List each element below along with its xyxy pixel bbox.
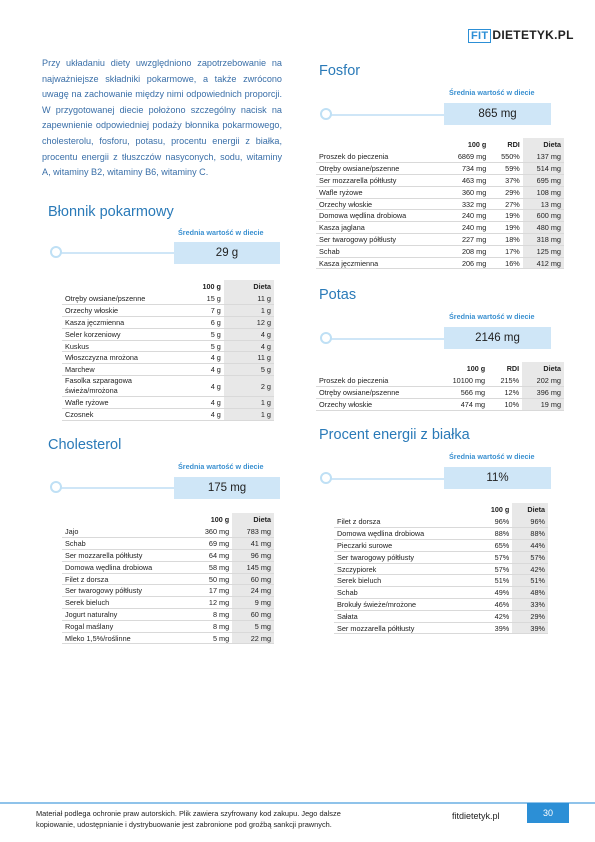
value-cell: 18% <box>489 234 523 246</box>
value-cell: 60 mg <box>232 573 274 585</box>
food-name-cell: Wafle ryżowe <box>62 397 172 409</box>
value-cell: 2 g <box>224 376 274 397</box>
table-row <box>316 399 564 411</box>
value-cell: 39% <box>512 622 548 634</box>
food-name-cell: Serek bieluch <box>334 575 475 587</box>
potassium-table <box>316 362 564 411</box>
value-cell: 4 g <box>172 376 224 397</box>
avg-label: Średnia wartość w diecie <box>449 88 535 97</box>
value-cell: 4 g <box>172 397 224 409</box>
table-row <box>62 317 274 329</box>
value-cell: 44% <box>512 540 548 552</box>
value-cell: 17% <box>489 245 523 257</box>
value-cell: 41 mg <box>232 538 274 550</box>
header-blank <box>62 280 172 293</box>
value-cell: 51% <box>475 575 512 587</box>
value-cell: 4 g <box>172 364 224 376</box>
food-name-cell: Filet z dorsza <box>334 516 475 528</box>
food-name-cell: Ser twarogowy półtłusty <box>316 234 443 246</box>
value-cell: 474 mg <box>435 399 488 411</box>
table-row <box>62 293 274 305</box>
logo-fit: FIT <box>468 29 491 43</box>
table-row <box>316 387 564 399</box>
food-name-cell: Orzechy włoskie <box>316 198 443 210</box>
value-cell: 5 g <box>172 340 224 352</box>
value-cell: 145 mg <box>232 561 274 573</box>
section-title: Cholesterol <box>48 437 122 453</box>
avg-value-box: 175 mg <box>174 477 280 499</box>
value-cell: 5 g <box>172 328 224 340</box>
slider-knob <box>320 332 332 344</box>
food-name-cell: Otręby owsiane/pszenne <box>316 387 435 399</box>
value-cell: 27% <box>489 198 523 210</box>
avg-value-box: 11% <box>444 467 551 489</box>
value-cell: 108 mg <box>523 186 564 198</box>
value-cell: 57% <box>475 563 512 575</box>
slider-knob <box>320 108 332 120</box>
value-cell: 240 mg <box>443 222 490 234</box>
value-cell: 202 mg <box>522 375 564 387</box>
food-name-cell: Jajo <box>62 526 190 538</box>
food-name-cell: Czosnek <box>62 408 172 420</box>
food-name-cell: Brokuły świeże/mrożone <box>334 599 475 611</box>
section-title: Potas <box>319 287 357 303</box>
table-row <box>62 550 274 562</box>
avg-label: Średnia wartość w diecie <box>449 312 535 321</box>
table-row <box>316 175 564 187</box>
table-row <box>62 538 274 550</box>
table-row <box>316 245 564 257</box>
protein-table <box>334 503 548 634</box>
slider-knob <box>50 481 62 493</box>
table-header-row <box>62 280 274 293</box>
value-cell: 16% <box>489 257 523 269</box>
value-cell: 6869 mg <box>443 151 490 163</box>
food-name-cell: Kasza jaglana <box>316 222 443 234</box>
value-cell: 9 mg <box>232 597 274 609</box>
food-name-cell: Proszek do pieczenia <box>316 375 435 387</box>
value-cell: 11 g <box>224 352 274 364</box>
value-cell: 463 mg <box>443 175 490 187</box>
table-row <box>334 516 548 528</box>
value-cell: 10100 mg <box>435 375 488 387</box>
food-name-cell: Domowa wędlina drobiowa <box>62 561 190 573</box>
value-cell: 60 mg <box>232 609 274 621</box>
value-cell: 13 mg <box>523 198 564 210</box>
column-header: Dieta <box>523 138 564 151</box>
table-row <box>334 610 548 622</box>
table-row <box>334 599 548 611</box>
value-cell: 96 mg <box>232 550 274 562</box>
value-cell: 57% <box>475 551 512 563</box>
header-blank <box>62 513 190 526</box>
value-cell: 11 g <box>224 293 274 305</box>
avg-label: Średnia wartość w diecie <box>178 228 264 237</box>
value-cell: 8 mg <box>190 609 232 621</box>
table-row <box>62 340 274 352</box>
table-row <box>62 526 274 538</box>
value-cell: 412 mg <box>523 257 564 269</box>
section-title: Procent energii z białka <box>319 427 470 443</box>
column-header: RDI <box>507 140 520 149</box>
intro-paragraph: Przy układaniu diety uwzględniono zapotrzebowanie na najważniejsze składniki pokarmowe, a także zwrócono uwagę na zachowanie między nimi odpowiednich proporcji. W przygotowanej diecie położono szczególny nacisk na zapewnienie odpowiedniej podaży błonnika pokarmowego, cholesterolu, fosforu, potasu, procentu energii z białka, procentu energii z tłuszczów nasyconych, sodu, witaminy A, witaminy B2, witaminy B6, witaminy C. <box>42 58 282 178</box>
food-name-cell: Włoszczyzna mrożona <box>62 352 172 364</box>
table-row <box>334 528 548 540</box>
food-name-cell: Fasolka szparagowa świeża/mrożona <box>62 376 172 397</box>
fiber-table <box>62 280 274 421</box>
header-blank <box>334 503 475 516</box>
value-cell: 4 g <box>172 352 224 364</box>
value-cell: 22 mg <box>232 632 274 644</box>
table-row <box>62 620 274 632</box>
value-cell: 48% <box>512 587 548 599</box>
section-title: Fosfor <box>319 63 361 79</box>
value-cell: 19% <box>489 222 523 234</box>
value-cell: 57% <box>512 551 548 563</box>
header-blank <box>316 138 443 151</box>
column-header: Dieta <box>512 503 548 516</box>
column-header: Dieta <box>232 513 274 526</box>
food-name-cell: Ser mozzarella półtłusty <box>334 622 475 634</box>
food-name-cell: Otręby owsiane/pszenne <box>316 163 443 175</box>
value-cell: 42% <box>475 610 512 622</box>
table-row <box>62 305 274 317</box>
value-cell: 69 mg <box>190 538 232 550</box>
table-row <box>334 575 548 587</box>
table-header-row <box>316 138 564 151</box>
table-header-row <box>334 503 548 516</box>
table-row <box>316 186 564 198</box>
value-cell: 8 mg <box>190 620 232 632</box>
table-row <box>316 234 564 246</box>
avg-value-box: 29 g <box>174 242 280 264</box>
value-cell: 29% <box>489 186 523 198</box>
value-cell: 12 mg <box>190 597 232 609</box>
value-cell: 50 mg <box>190 573 232 585</box>
logo <box>468 28 574 43</box>
value-cell: 64 mg <box>190 550 232 562</box>
table-row <box>62 352 274 364</box>
food-name-cell: Mleko 1,5%/roślinne <box>62 632 190 644</box>
column-header: 100 g <box>202 282 221 291</box>
food-name-cell: Schab <box>334 587 475 599</box>
value-cell: 4 g <box>224 340 274 352</box>
value-cell: 96% <box>475 516 512 528</box>
food-name-cell: Ser twarogowy półtłusty <box>334 551 475 563</box>
value-cell: 206 mg <box>443 257 490 269</box>
header-blank <box>316 362 435 375</box>
value-cell: 783 mg <box>232 526 274 538</box>
value-cell: 137 mg <box>523 151 564 163</box>
avg-value-box: 865 mg <box>444 103 551 125</box>
table-row <box>62 408 274 420</box>
column-header: Dieta <box>224 280 274 293</box>
value-cell: 1 g <box>224 408 274 420</box>
food-name-cell: Seler korzeniowy <box>62 328 172 340</box>
value-cell: 15 g <box>172 293 224 305</box>
value-cell: 5 mg <box>232 620 274 632</box>
table-row <box>334 587 548 599</box>
food-name-cell: Orzechy włoskie <box>316 399 435 411</box>
column-header: 100 g <box>467 140 487 149</box>
table-row <box>334 551 548 563</box>
phosphorus-table <box>316 138 564 269</box>
value-cell: 125 mg <box>523 245 564 257</box>
value-cell: 550% <box>489 151 523 163</box>
table-row <box>62 609 274 621</box>
value-cell: 88% <box>512 528 548 540</box>
value-cell: 514 mg <box>523 163 564 175</box>
value-cell: 6 g <box>172 317 224 329</box>
value-cell: 227 mg <box>443 234 490 246</box>
value-cell: 65% <box>475 540 512 552</box>
table-row <box>316 375 564 387</box>
value-cell: 734 mg <box>443 163 490 175</box>
table-row <box>62 561 274 573</box>
food-name-cell: Szczypiorek <box>334 563 475 575</box>
column-header: RDI <box>506 364 520 373</box>
value-cell: 1 g <box>224 305 274 317</box>
food-name-cell: Rogal maślany <box>62 620 190 632</box>
value-cell: 318 mg <box>523 234 564 246</box>
avg-label: Średnia wartość w diecie <box>449 452 535 461</box>
food-name-cell: Domowa wędlina drobiowa <box>334 528 475 540</box>
value-cell: 37% <box>489 175 523 187</box>
avg-value-box: 2146 mg <box>444 327 551 349</box>
value-cell: 4 g <box>224 328 274 340</box>
table-row <box>334 563 548 575</box>
logo-text: DIETETYK.PL <box>492 28 574 42</box>
food-name-cell: Pieczarki surowe <box>334 540 475 552</box>
food-name-cell: Filet z dorsza <box>62 573 190 585</box>
value-cell: 1 g <box>224 397 274 409</box>
page-number: 30 <box>527 803 569 823</box>
column-header: 100 g <box>210 515 230 524</box>
food-name-cell: Otręby owsiane/pszenne <box>62 293 172 305</box>
food-name-cell: Schab <box>316 245 443 257</box>
table-row <box>62 597 274 609</box>
value-cell: 480 mg <box>523 222 564 234</box>
value-cell: 29% <box>512 610 548 622</box>
table-row <box>62 397 274 409</box>
food-name-cell: Orzechy włoskie <box>62 305 172 317</box>
value-cell: 7 g <box>172 305 224 317</box>
table-row <box>334 540 548 552</box>
table-row <box>62 364 274 376</box>
footer-copyright: Materiał podlega ochronie praw autorskich. Plik zawiera szyfrowany kod zakupu. Jego dalsze kopiowanie, udostępnianie i dystrybuowanie jest zabronione pod groźbą sankcji prawnych. <box>36 809 341 829</box>
value-cell: 42% <box>512 563 548 575</box>
value-cell: 12% <box>488 387 522 399</box>
value-cell: 566 mg <box>435 387 488 399</box>
slider-knob <box>320 472 332 484</box>
column-header: Dieta <box>522 362 564 375</box>
column-header: 100 g <box>490 505 510 514</box>
food-name-cell: Proszek do pieczenia <box>316 151 443 163</box>
value-cell: 600 mg <box>523 210 564 222</box>
value-cell: 88% <box>475 528 512 540</box>
food-name-cell: Jogurt naturalny <box>62 609 190 621</box>
table-row <box>316 151 564 163</box>
food-name-cell: Schab <box>62 538 190 550</box>
value-cell: 96% <box>512 516 548 528</box>
column-header: 100 g <box>466 364 486 373</box>
table-row <box>316 210 564 222</box>
table-row <box>334 622 548 634</box>
value-cell: 58 mg <box>190 561 232 573</box>
value-cell: 360 mg <box>443 186 490 198</box>
table-row <box>62 632 274 644</box>
food-name-cell: Kasza jęczmienna <box>316 257 443 269</box>
value-cell: 19% <box>489 210 523 222</box>
value-cell: 360 mg <box>190 526 232 538</box>
table-row <box>316 222 564 234</box>
footer-divider <box>0 802 595 804</box>
table-row <box>62 573 274 585</box>
food-name-cell: Serek bieluch <box>62 597 190 609</box>
cholesterol-table <box>62 513 274 644</box>
value-cell: 240 mg <box>443 210 490 222</box>
value-cell: 4 g <box>172 408 224 420</box>
food-name-cell: Marchew <box>62 364 172 376</box>
table-header-row <box>62 513 274 526</box>
table-row <box>62 585 274 597</box>
value-cell: 208 mg <box>443 245 490 257</box>
slider-knob <box>50 246 62 258</box>
table-row <box>316 257 564 269</box>
value-cell: 10% <box>488 399 522 411</box>
table-row <box>316 163 564 175</box>
value-cell: 24 mg <box>232 585 274 597</box>
table-header-row <box>316 362 564 375</box>
value-cell: 49% <box>475 587 512 599</box>
table-row <box>62 328 274 340</box>
table-row <box>62 376 274 397</box>
food-name-cell: Ser twarogowy półtłusty <box>62 585 190 597</box>
value-cell: 59% <box>489 163 523 175</box>
value-cell: 332 mg <box>443 198 490 210</box>
value-cell: 695 mg <box>523 175 564 187</box>
food-name-cell: Ser mozzarella półtłusty <box>62 550 190 562</box>
avg-label: Średnia wartość w diecie <box>178 462 264 471</box>
value-cell: 46% <box>475 599 512 611</box>
section-title: Błonnik pokarmowy <box>48 204 174 220</box>
value-cell: 12 g <box>224 317 274 329</box>
value-cell: 51% <box>512 575 548 587</box>
value-cell: 19 mg <box>522 399 564 411</box>
food-name-cell: Wafle ryżowe <box>316 186 443 198</box>
value-cell: 215% <box>488 375 522 387</box>
food-name-cell: Sałata <box>334 610 475 622</box>
table-row <box>316 198 564 210</box>
food-name-cell: Kuskus <box>62 340 172 352</box>
value-cell: 5 g <box>224 364 274 376</box>
value-cell: 33% <box>512 599 548 611</box>
value-cell: 17 mg <box>190 585 232 597</box>
food-name-cell: Kasza jęczmienna <box>62 317 172 329</box>
food-name-cell: Domowa wędlina drobiowa <box>316 210 443 222</box>
food-name-cell: Ser mozzarella półtłusty <box>316 175 443 187</box>
value-cell: 5 mg <box>190 632 232 644</box>
footer-url: fitdietetyk.pl <box>452 811 500 821</box>
value-cell: 39% <box>475 622 512 634</box>
value-cell: 396 mg <box>522 387 564 399</box>
